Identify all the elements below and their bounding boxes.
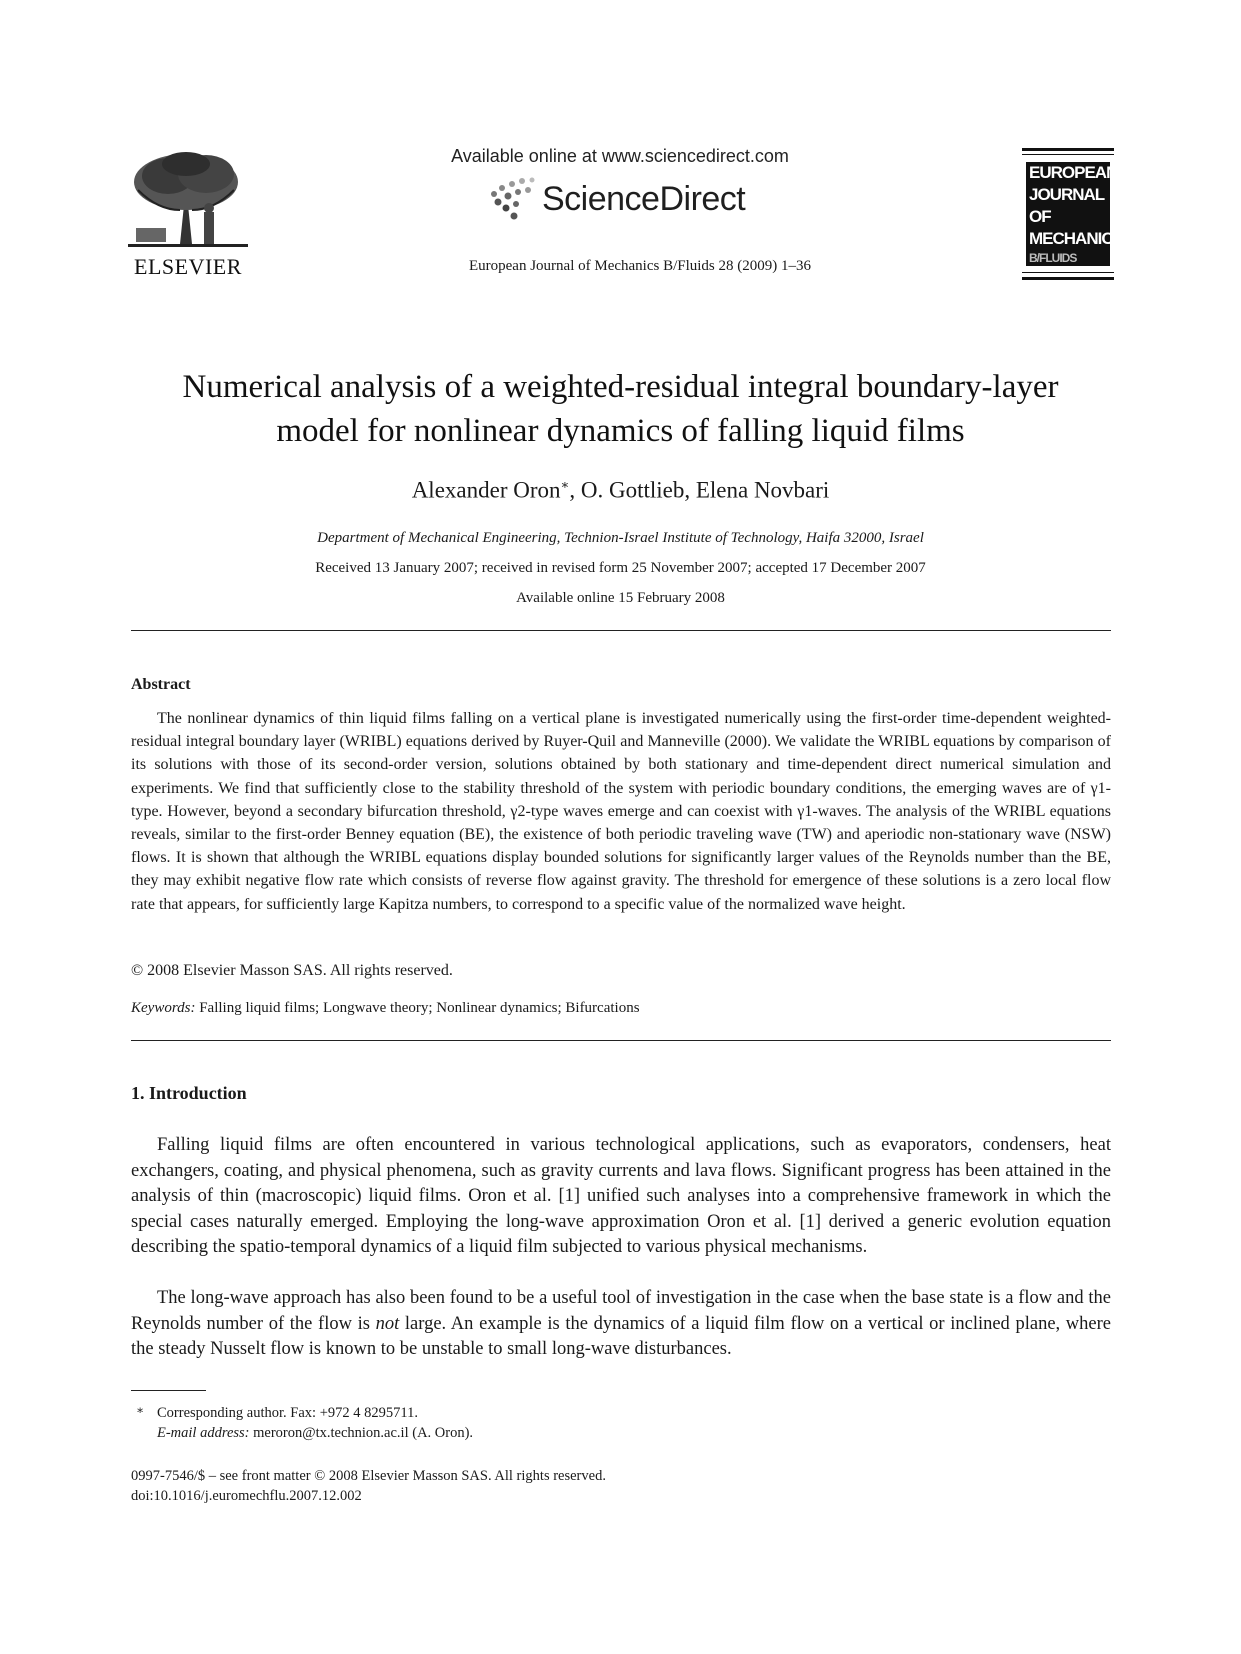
paragraph-text: large. An example is the dynamics of a liquid film flow on a vertical or inclined plane, where the steady Nusselt flow is known to be unstable to small long-wave disturbances. (131, 1313, 1111, 1360)
keywords (131, 1000, 640, 1017)
affiliation: Department of Mechanical Engineering, Technion-Israel Institute of Technology, Haifa 32000, Israel (317, 530, 924, 546)
available-online-date: Available online 15 February 2008 (516, 590, 725, 606)
issn-line: 0997-7546/$ – see front matter © 2008 Elsevier Masson SAS. All rights reserved. (131, 1468, 606, 1484)
divider (131, 630, 1111, 631)
corresponding-author: Corresponding author. Fax: +972 4 8295711. (157, 1405, 418, 1421)
doi-line[interactable]: doi:10.1016/j.euromechflu.2007.12.002 (131, 1488, 362, 1504)
journal-logo-line: JOURNAL OF (1029, 185, 1104, 226)
section-heading: 1. Introduction (131, 1083, 247, 1103)
journal-logo (1022, 148, 1123, 280)
received-dates: Received 13 January 2007; received in revised form 25 November 2007; accepted 17 December 2007 (315, 560, 926, 576)
paragraph: Falling liquid films are often encountered in various technological applications, such as evaporators, condensers, heat exchangers, coating, and physical phenomena, such as gravity currents and lava flows. Significant progress has been attained in the analysis of thin (macroscopic) liquid films. Oron et al. [1] unified such analyses into a comprehensive framework in which the special cases naturally emerged. Employing the long-wave approximation Oron et al. [1] derived a generic evolution equation describing the spatio-temporal dynamics of a liquid film subjected to various physical mechanisms. (131, 1135, 1111, 1258)
abstract-text: The nonlinear dynamics of thin liquid films falling on a vertical plane is investigated numerically using the first-order time-dependent weighted-residual integral boundary layer (WRIBL) equations derived by Ruyer-Quil and Manneville (2000). We validate the WRIBL equations by comparison of its solutions with those of its second-order version, solutions obtained by both stationary and time-dependent direct numerical simulation and experiments. We find that sufficiently close to the stability threshold of the system with periodic boundary conditions, the emerging waves are of γ1-type. However, beyond a secondary bifurcation threshold, γ2-type waves emerge and can coexist with γ1-waves. The analysis of the WRIBL equations reveals, similar to the first-order Benney equation (BE), the existence of both periodic traveling wave (TW) and aperiodic non-stationary wave (NSW) flows. It is shown that although the WRIBL equations display bounded solutions for significantly larger values of the Reynolds number than the BE, they may exhibit negative flow rate which consists of reverse flow against gravity. The threshold for emergence of these solutions is a zero local flow rate that appears, for sufficiently large Kapitza numbers, to correspond to a specific value of the normalized wave height. (131, 710, 1111, 913)
elsevier-tree-icon (128, 150, 248, 250)
elsevier-logo (128, 150, 248, 278)
keywords-list: Falling liquid films; Longwave theory; Nonlinear dynamics; Bifurcations (199, 1000, 640, 1016)
paragraph-text: The long-wave approach has also been found to be a useful tool of investigation in the case when the base state is a flow and the Reynolds number of the flow is (131, 1288, 1111, 1334)
front-matter (131, 1466, 606, 1506)
corresponding-mark[interactable]: ∗ (560, 477, 570, 492)
author-list (200, 477, 1041, 504)
email-label: E-mail address: (157, 1425, 250, 1441)
footnote-divider (131, 1390, 206, 1391)
journal-citation: European Journal of Mechanics B/Fluids 28 (2009) 1–36 (468, 258, 812, 274)
journal-logo-line: EUROPEAN (1029, 163, 1118, 182)
sciencedirect-wordmark: ScienceDirect (542, 180, 746, 218)
footnote-mark: ∗ (136, 1403, 145, 1417)
email-address[interactable]: meroron@tx.technion.ac.il (A. Oron). (253, 1425, 474, 1441)
journal-logo-line: B/FLUIDS (1029, 251, 1077, 265)
abstract-heading: Abstract (131, 676, 191, 693)
paragraph (131, 1286, 1111, 1363)
copyright-notice: © 2008 Elsevier Masson SAS. All rights reserved. (131, 962, 453, 979)
available-online-text: Available online at www.sciencedirect.com (451, 146, 789, 166)
title-line: Numerical analysis of a weighted-residual integral boundary-layer (182, 369, 1059, 405)
sciencedirect-dots-icon (488, 176, 540, 226)
author-names: , O. Gottlieb, Elena Novbari (569, 477, 830, 503)
article-title (100, 365, 1141, 453)
elsevier-wordmark: ELSEVIER (134, 254, 242, 279)
emphasis: not (375, 1313, 400, 1334)
author-name: Alexander Oron (411, 477, 561, 503)
journal-logo-line: MECHANICS (1029, 229, 1123, 248)
keywords-label: Keywords: (131, 1000, 196, 1016)
divider (131, 1040, 1111, 1041)
sciencedirect-logo (488, 176, 788, 226)
footnote-corresponding (131, 1403, 473, 1443)
title-line: model for nonlinear dynamics of falling liquid films (276, 413, 965, 449)
